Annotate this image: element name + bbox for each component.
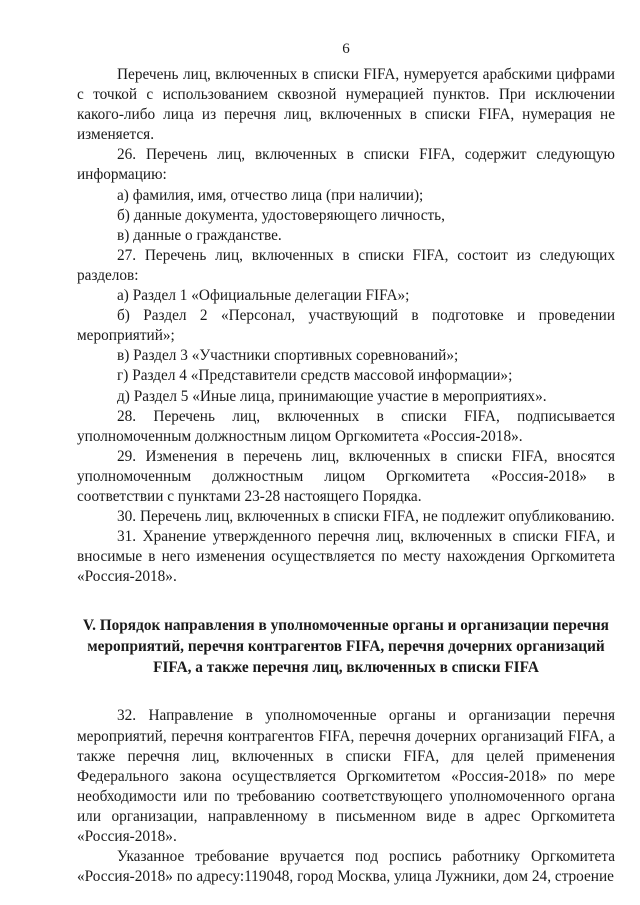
list-item-27e: д) Раздел 5 «Иные лица, принимающие участие в мероприятиях». — [117, 387, 547, 405]
list-item-27b: б) Раздел 2 «Персонал, участвующий в подготовке и проведении мероприятий»; — [77, 307, 615, 345]
paragraph-31: 31. Хранение утвержденного перечня лиц, включенных в списки FIFA, и вносимые в него изменения осуществляется по месту нахождения Оргкомитета «Россия-2018». — [77, 528, 615, 586]
list-item-27c: в) Раздел 3 «Участники спортивных соревнований»; — [117, 347, 459, 365]
paragraph-32: 32. Направление в уполномоченные органы и организации перечня мероприятий, перечня контрагентов FIFA, перечня дочерних организаций FIFA, а также перечня лиц, включенных в списки FIFA, для целей применения Федерального закона осуществляется Оргкомитетом «Россия-2018» по мере необходимости или по требованию соответствующего уполномоченного органа или организации, направленному в письменном виде в адрес Оргкомитета «Россия-2018». — [77, 707, 615, 845]
paragraph-28: 28. Перечень лиц, включенных в списки FIFA, подписывается уполномоченным должностным лицом Оргкомитета «Россия-2018». — [77, 407, 615, 445]
list-item-26a: а) фамилия, имя, отчество лица (при наличии); — [117, 186, 424, 204]
paragraph-30: 30. Перечень лиц, включенных в списки FIFA, не подлежит опубликованию. — [117, 508, 615, 526]
page-number: 6 — [342, 41, 350, 57]
section-heading: V. Порядок направления в уполномоченные органы и организации перечня мероприятий, перечня контрагентов FIFA, перечня дочерних организаций FIFA, а также перечня лиц, включенных в списки FIFA — [83, 617, 609, 677]
list-item-27d: г) Раздел 4 «Представители средств массовой информации»; — [117, 367, 513, 385]
list-item-26b: б) данные документа, удостоверяющего личность, — [117, 206, 445, 224]
document-page — [77, 40, 615, 887]
paragraph-numbering-rule: Перечень лиц, включенных в списки FIFA, нумеруется арабскими цифрами с точкой с использованием сквозной нумерацией пунктов. При исключении какого-либо лица из перечня лиц, включенных в списки FIFA, нумерация не изменяется. — [77, 66, 615, 144]
paragraph-26: 26. Перечень лиц, включенных в списки FIFA, содержит следующую информацию: — [77, 146, 615, 184]
paragraph-27: 27. Перечень лиц, включенных в списки FIFA, состоит из следующих разделов: — [77, 246, 615, 284]
paragraph-29: 29. Изменения в перечень лиц, включенных в списки FIFA, вносятся уполномоченным должностным лицом Оргкомитета «Россия-2018» в соответствии с пунктами 23-28 настоящего Порядка. — [77, 447, 615, 505]
paragraph-request-delivery: Указанное требование вручается под роспись работнику Оргкомитета «Россия-2018» по адресу:119048, город Москва, улица Лужники, дом 24, строение — [77, 848, 615, 886]
list-item-26c: в) данные о гражданстве. — [117, 226, 282, 244]
list-item-27a: а) Раздел 1 «Официальные делегации FIFA»; — [117, 287, 410, 305]
